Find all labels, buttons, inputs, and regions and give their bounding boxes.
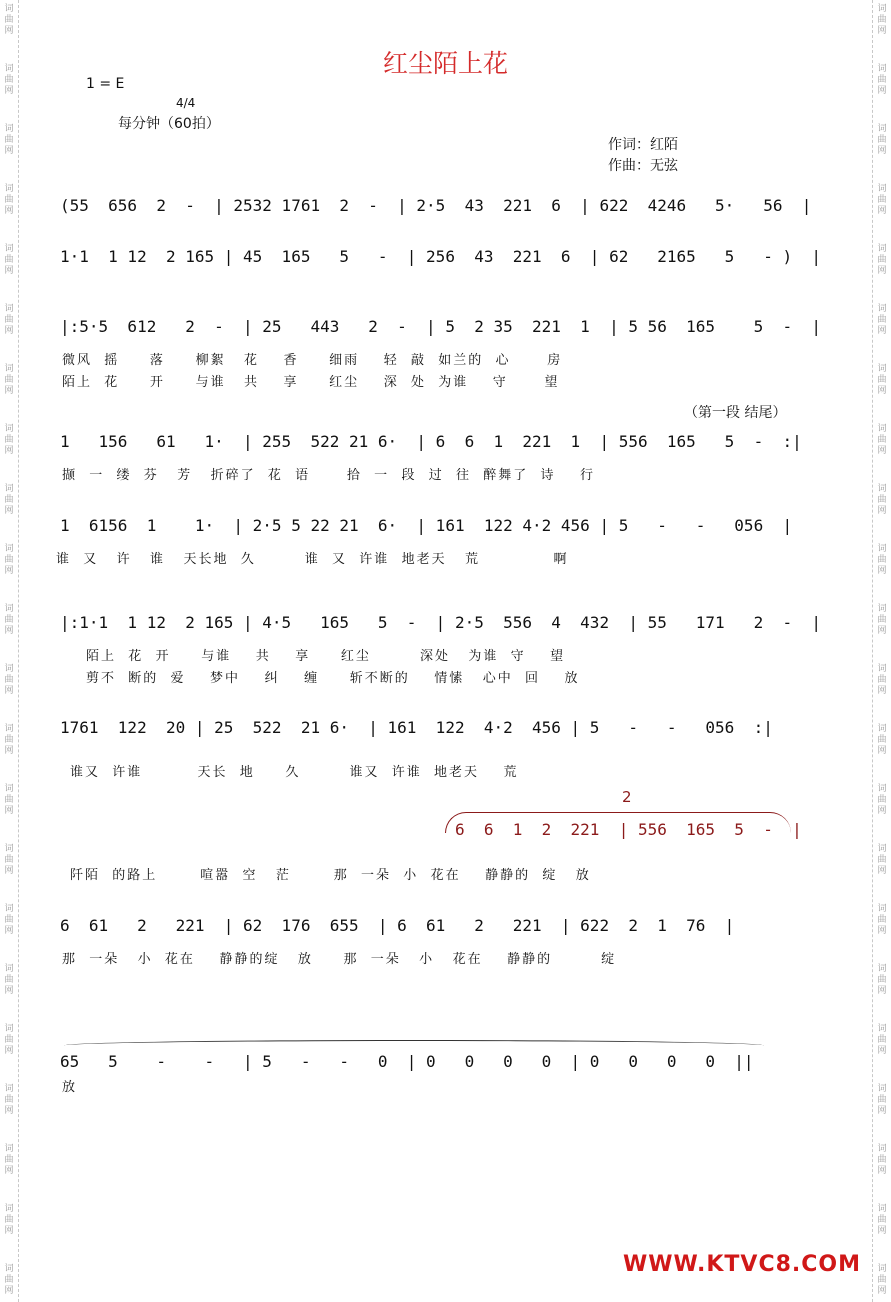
lyric-line: 陌上 花 开 与谁 共 享 红尘 深 处 为谁 守 望 — [62, 375, 560, 390]
notation-line: |:5·5 612 2 - | 25 443 2 - | 5 2 35 221 1 | 5 56 165 5 - | — [60, 317, 821, 336]
watermark-mark: 词 曲 网 — [877, 544, 887, 576]
watermark-mark: 词 曲 网 — [4, 424, 14, 456]
score-row-6 — [60, 613, 835, 645]
notation-line: 1761 122 20 | 25 522 21 6· | 161 122 4·2 456 | 5 - - 056 :| — [60, 718, 773, 737]
watermark-mark: 词 曲 网 — [877, 424, 887, 456]
watermark-mark: 词 曲 网 — [4, 964, 14, 996]
time-signature: 4/4 — [176, 96, 196, 110]
watermark-mark: 词 曲 网 — [4, 1024, 14, 1056]
notation-line: 65 5 - - | 5 - - 0 | 0 0 0 0 | 0 0 0 0 || — [60, 1052, 754, 1071]
watermark-mark: 词 曲 网 — [4, 1264, 14, 1296]
notation-line: 6 6 1 2 221 | 556 165 5 - | — [60, 820, 802, 839]
long-tie-slur — [64, 1040, 764, 1051]
watermark-mark: 词 曲 网 — [4, 844, 14, 876]
watermark-mark: 词 曲 网 — [877, 964, 887, 996]
notation-line: |:1·1 1 12 2 165 | 4·5 165 5 - | 2·5 556 4 432 | 55 171 2 - | — [60, 613, 821, 632]
watermark-mark: 词 曲 网 — [877, 844, 887, 876]
watermark-mark: 词 曲 网 — [4, 304, 14, 336]
watermark-mark: 词 曲 网 — [4, 1144, 14, 1176]
score-row-5 — [60, 516, 835, 548]
score-row-1 — [60, 196, 835, 228]
score-row-2 — [60, 247, 835, 279]
first-ending-label: （第一段 结尾） — [684, 405, 787, 421]
watermark-mark: 词 曲 网 — [877, 184, 887, 216]
lyric-line: 撷 一 缕 芬 芳 折碎了 花 语 拾 一 段 过 往 醉舞了 诗 行 — [62, 468, 596, 483]
notation-line: (55 656 2 - | 2532 1761 2 - | 2·5 43 221 6 | 622 4246 5· 56 | — [60, 196, 812, 215]
watermark-mark: 词 曲 网 — [877, 124, 887, 156]
watermark-mark: 词 曲 网 — [4, 544, 14, 576]
score-row-9 — [60, 916, 835, 948]
watermark-mark: 词 曲 网 — [4, 4, 14, 36]
watermark-mark: 词 曲 网 — [4, 124, 14, 156]
watermark-mark: 词 曲 网 — [4, 604, 14, 636]
notation-line: 6 61 2 221 | 62 176 655 | 6 61 2 221 | 622 2 1 76 | — [60, 916, 735, 935]
watermark-mark: 词 曲 网 — [4, 1204, 14, 1236]
watermark-mark: 词 曲 网 — [4, 484, 14, 516]
lyric-line: 谁又 许谁 天长 地 久 谁又 许谁 地老天 荒 — [70, 765, 519, 780]
watermark-mark: 词 曲 网 — [877, 604, 887, 636]
watermark-mark: 词 曲 网 — [877, 904, 887, 936]
watermark-mark: 词 曲 网 — [877, 1264, 887, 1296]
lyric-line: 放 — [62, 1080, 78, 1095]
site-brand-logo: WWW.KTVC8.COM — [623, 1252, 861, 1277]
watermark-mark: 词 曲 网 — [4, 364, 14, 396]
watermark-mark: 词 曲 网 — [4, 184, 14, 216]
watermark-mark: 词 曲 网 — [877, 364, 887, 396]
notation-line: 1 156 61 1· | 255 522 21 6· | 6 6 1 221 1 | 556 165 5 - :| — [60, 432, 802, 451]
composer-credit: 作曲：无弦 — [608, 158, 678, 174]
watermark-mark: 词 曲 网 — [877, 4, 887, 36]
watermark-mark: 词 曲 网 — [4, 724, 14, 756]
score-row-4 — [60, 432, 835, 464]
score-row-8 — [60, 820, 835, 852]
notation-line: 1·1 1 12 2 165 | 45 165 5 - | 256 43 221 6 | 62 2165 5 - ) | — [60, 247, 821, 266]
tempo-marking: 每分钟（60拍） — [118, 116, 220, 132]
lyricist-credit: 作词：红陌 — [608, 137, 678, 153]
lyric-line: 剪不 断的 爱 梦中 纠 缠 斩不断的 情愫 心中 回 放 — [86, 671, 580, 686]
watermark-mark: 词 曲 网 — [4, 244, 14, 276]
watermark-mark: 词 曲 网 — [877, 1144, 887, 1176]
watermark-mark: 词 曲 网 — [4, 904, 14, 936]
watermark-mark: 词 曲 网 — [877, 64, 887, 96]
key-signature: 1 = E — [86, 76, 125, 92]
watermark-mark: 词 曲 网 — [4, 64, 14, 96]
notation-line: 1 6156 1 1· | 2·5 5 22 21 6· | 161 122 4·2 456 | 5 - - 056 | — [60, 516, 793, 535]
watermark-mark: 词 曲 网 — [877, 664, 887, 696]
lyric-line: 微风 摇 落 柳絮 花 香 细雨 轻 敲 如兰的 心 房 — [62, 353, 563, 368]
watermark-mark: 词 曲 网 — [877, 724, 887, 756]
watermark-mark: 词 曲 网 — [877, 1024, 887, 1056]
lyric-line: 阡陌 的路上 喧嚣 空 茫 那 一朵 小 花在 静静的 绽 放 — [70, 868, 591, 883]
watermark-mark: 词 曲 网 — [4, 784, 14, 816]
lyric-line: 陌上 花 开 与谁 共 享 红尘 深处 为谁 守 望 — [86, 649, 566, 664]
song-title: 红尘陌上花 — [382, 49, 508, 78]
watermark-mark: 词 曲 网 — [4, 1084, 14, 1116]
score-row-7 — [60, 718, 835, 750]
lyric-line: 谁 又 许 谁 天长地 久 谁 又 许谁 地老天 荒 啊 — [56, 552, 569, 567]
watermark-mark: 词 曲 网 — [877, 1204, 887, 1236]
watermark-mark: 词 曲 网 — [877, 304, 887, 336]
score-row-3 — [60, 317, 835, 349]
watermark-mark: 词 曲 网 — [4, 664, 14, 696]
watermark-mark: 词 曲 网 — [877, 244, 887, 276]
lyric-line: 那 一朵 小 花在 静静的绽 放 那 一朵 小 花在 静静的 绽 — [62, 952, 617, 967]
watermark-mark: 词 曲 网 — [877, 784, 887, 816]
second-ending-number: 2 — [622, 788, 632, 806]
score-row-10 — [60, 1052, 835, 1084]
watermark-mark: 词 曲 网 — [877, 484, 887, 516]
watermark-mark: 词 曲 网 — [877, 1084, 887, 1116]
